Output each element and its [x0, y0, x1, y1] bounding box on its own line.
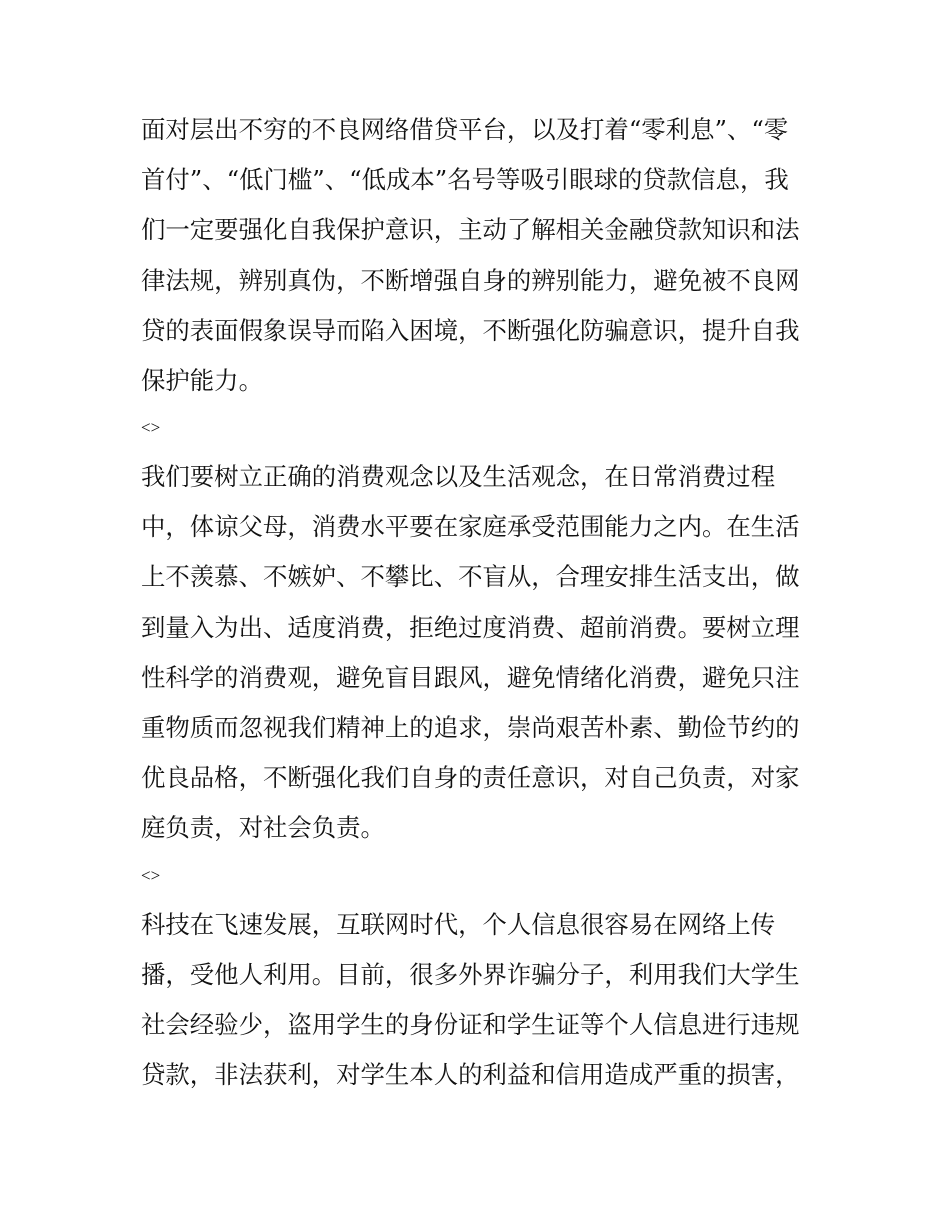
section-separator-2: <>	[141, 866, 161, 885]
paragraph-2-line-1: 我们要树立正确的消费观念以及生活观念，在日常消费过程	[141, 462, 776, 491]
paragraph-2-line-7: 优良品格，不断强化我们自身的责任意识，对自己负责，对家	[141, 763, 800, 792]
paragraph-1-line-3: 们一定要强化自我保护意识，主动了解相关金融贷款知识和法	[141, 215, 800, 244]
paragraph-1-line-4: 律法规，辨别真伪，不断增强自身的辨别能力，避免被不良网	[141, 266, 800, 295]
paragraph-1-line-5: 贷的表面假象误导而陷入困境，不断强化防骗意识，提升自我	[141, 316, 800, 345]
paragraph-3-line-1: 科技在飞速发展，互联网时代，个人信息很容易在网络上传	[141, 910, 776, 939]
paragraph-1-line-6: 保护能力。	[141, 366, 263, 395]
paragraph-2-line-2: 中，体谅父母，消费水平要在家庭承受范围能力之内。在生活	[141, 512, 800, 541]
paragraph-3-line-4: 贷款，非法获利，对学生本人的利益和信用造成严重的损害，	[141, 1060, 800, 1089]
paragraph-2-line-8: 庭负责，对社会负责。	[141, 813, 385, 842]
paragraph-3-line-2: 播，受他人利用。目前，很多外界诈骗分子，利用我们大学生	[141, 960, 800, 989]
paragraph-1-line-1: 面对层出不穷的不良网络借贷平台，以及打着“零利息”、“零	[141, 115, 789, 144]
paragraph-2-line-4: 到量入为出、适度消费，拒绝过度消费、超前消费。要树立理	[141, 613, 800, 642]
paragraph-3-line-3: 社会经验少，盗用学生的身份证和学生证等个人信息进行违规	[141, 1010, 800, 1039]
paragraph-2-line-5: 性科学的消费观，避免盲目跟风，避免情绪化消费，避免只注	[141, 663, 800, 692]
section-separator-1: <>	[141, 418, 161, 437]
paragraph-2-line-6: 重物质而忽视我们精神上的追求，崇尚艰苦朴素、勤俭节约的	[141, 713, 800, 742]
paragraph-2-line-3: 上不羡慕、不嫉妒、不攀比、不盲从，合理安排生活支出，做	[141, 562, 800, 591]
paragraph-1-line-2: 首付”、“低门槛”、“低成本”名号等吸引眼球的贷款信息，我	[141, 165, 789, 194]
